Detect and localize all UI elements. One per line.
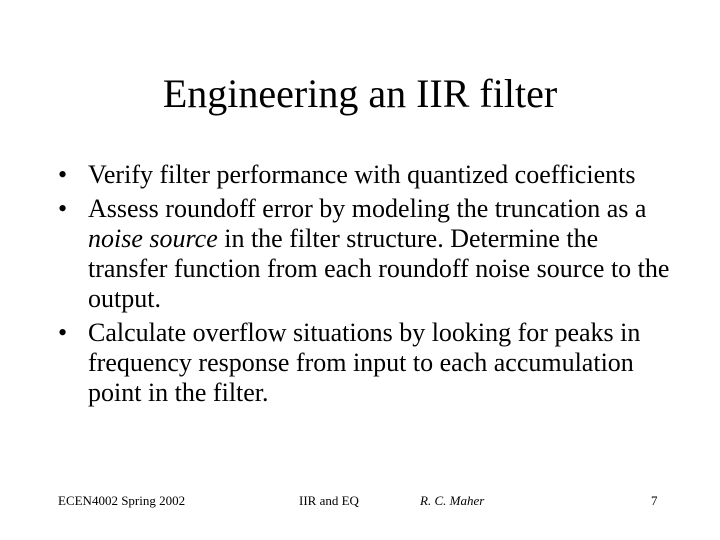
bullet-item-roundoff-error (58, 194, 678, 314)
slide-title: Engineering an IIR filter (162, 71, 558, 116)
bullet-text-before: Assess roundoff error by modeling the truncation as a (88, 194, 647, 223)
bullet-text-after: in the filter structure. Determine the transfer function from each roundoff noise source to the output. (88, 224, 670, 313)
bullet-emphasis: noise source (88, 224, 218, 253)
bullet-item-overflow (58, 318, 678, 408)
bullet-item-quantized-coefficients (58, 160, 678, 190)
bullet-text: Verify filter performance with quantized coefficients (88, 160, 636, 189)
bullet-icon: • (58, 194, 68, 223)
footer-author: R. C. Maher (420, 493, 485, 508)
page-number: 7 (651, 493, 658, 508)
footer-course: ECEN4002 Spring 2002 (58, 493, 186, 508)
footer-topic: IIR and EQ (299, 493, 359, 508)
bullet-icon: • (58, 318, 68, 347)
bullet-icon: • (58, 160, 68, 189)
bullet-list (58, 160, 678, 412)
bullet-text: Calculate overflow situations by looking for peaks in frequency response from input to each accumulation point in the filter. (88, 318, 641, 407)
